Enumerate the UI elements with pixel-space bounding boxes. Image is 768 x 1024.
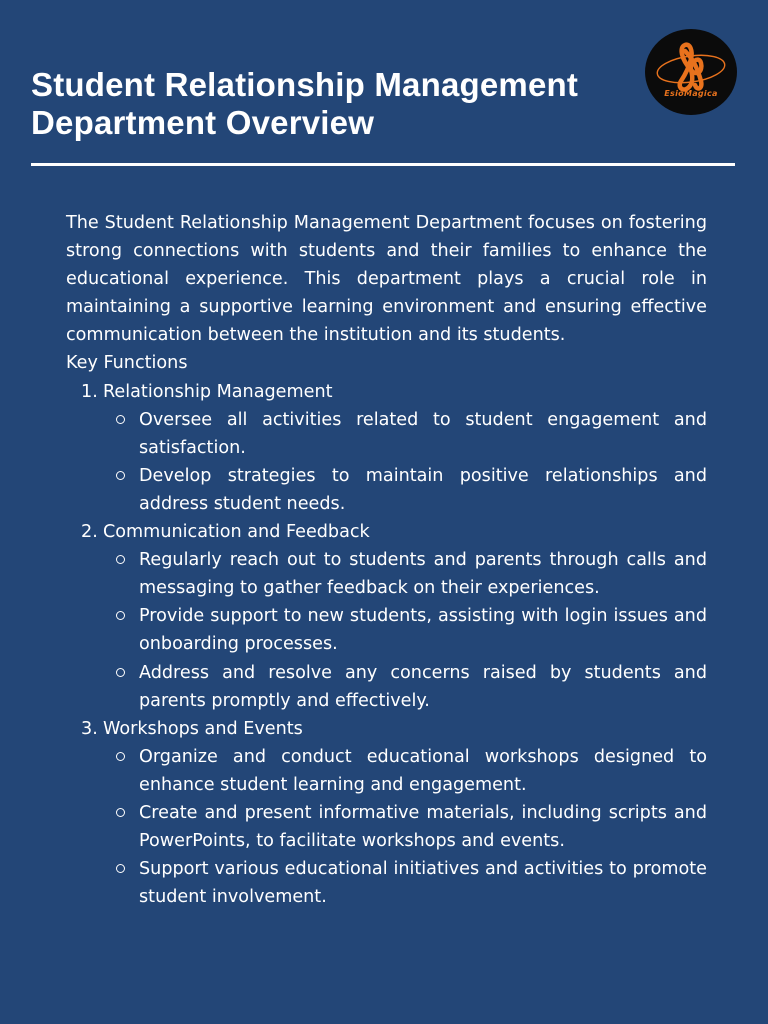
bullet-item: Support various educational initiatives and activities to promote student involvement. (66, 855, 707, 911)
page-title (31, 66, 641, 142)
function-item (66, 378, 707, 518)
function-title-text: Relationship Management (103, 381, 333, 402)
function-title-text: Communication and Feedback (103, 522, 370, 543)
bullet-item: Create and present informative materials, including scripts and PowerPoints, to facilitate workshops and events. (66, 799, 707, 855)
function-number: 1. (81, 381, 98, 402)
functions-list (66, 378, 707, 912)
bullet-item: Address and resolve any concerns raised by students and parents promptly and effectively. (66, 659, 707, 715)
function-item (66, 715, 707, 912)
function-title-text: Workshops and Events (103, 718, 303, 739)
bullet-item: Organize and conduct educational workshops designed to enhance student learning and engagement. (66, 743, 707, 799)
bullet-item: Develop strategies to maintain positive relationships and address student needs. (66, 462, 707, 518)
function-number: 3. (81, 718, 98, 739)
function-title (66, 378, 707, 406)
bullet-item: Oversee all activities related to student engagement and satisfaction. (66, 406, 707, 462)
function-bullets (66, 546, 707, 715)
page-title-line-1: Student Relationship Management (31, 66, 579, 103)
bullet-item: Provide support to new students, assisting with login issues and onboarding processes. (66, 602, 707, 658)
function-bullets (66, 743, 707, 912)
key-functions-heading: Key Functions (66, 353, 188, 374)
infinity-orbit-logo-icon (645, 29, 737, 115)
intro-paragraph: The Student Relationship Management Department focuses on fostering strong connections with students and their families to enhance the educational experience. This department plays a crucial role in maintaining a supportive learning environment and ensuring effective communication between the institution and its students. (66, 213, 707, 346)
page-title-line-2: Department Overview (31, 104, 375, 141)
function-title (66, 518, 707, 546)
function-number: 2. (81, 522, 98, 543)
brand-logo (645, 29, 737, 115)
bullet-item: Regularly reach out to students and parents through calls and messaging to gather feedback on their experiences. (66, 546, 707, 602)
logo-wordmark: EsioMagica (664, 89, 718, 98)
header-divider (31, 163, 735, 166)
function-item (66, 518, 707, 715)
overview-body (66, 209, 707, 911)
function-title (66, 715, 707, 743)
function-bullets (66, 406, 707, 518)
